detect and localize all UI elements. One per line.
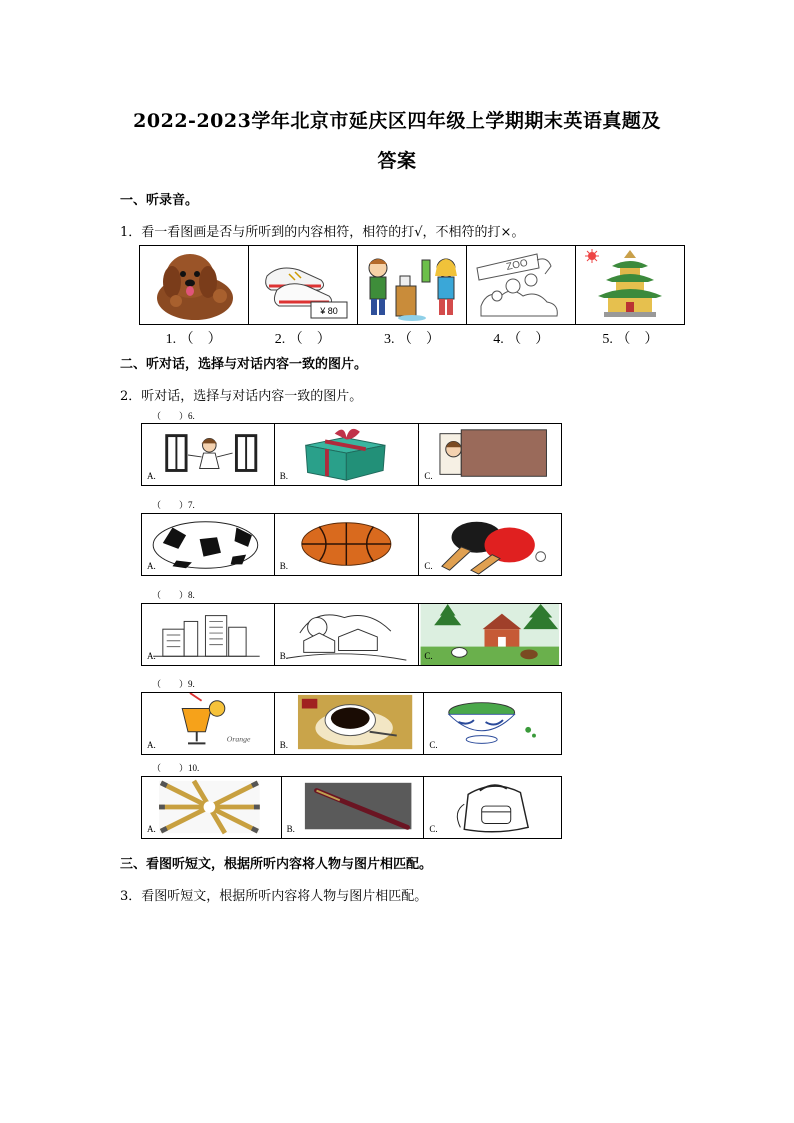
q10-option-b[interactable] (282, 777, 425, 838)
q1-image-pagoda (576, 246, 684, 324)
question-2-text: 2．听对话，选择与对话内容一致的图片。 (120, 389, 363, 404)
q10-options (141, 776, 562, 839)
q1-image-zoo (467, 246, 576, 324)
q6-label-b: B. (279, 471, 288, 481)
svg-text:¥ 80: ¥ 80 (320, 306, 338, 316)
page-title-line2: 答案 (377, 150, 417, 172)
question-3-text: 3．看图听短文，根据所听内容将人物与图片相匹配。 (120, 889, 428, 904)
section-2-heading: 二、听对话，选择与对话内容一致的图片。 (120, 357, 368, 372)
q7-options (141, 513, 562, 576)
q6-label-a: A. (147, 471, 156, 481)
question-1-answer-row (139, 328, 685, 348)
q10-label-b: B. (286, 824, 295, 834)
q1-answer-2[interactable]: 2. （ ） (274, 332, 331, 347)
q6-number[interactable]: （ ）6. (152, 411, 195, 421)
q1-image-sneakers (249, 246, 358, 324)
q1-answer-1[interactable]: 1. （ ） (165, 332, 222, 347)
q10-number[interactable]: （ ）10. (152, 763, 200, 773)
q1-answer-5[interactable]: 5. （ ） (602, 332, 659, 347)
q10-label-a: A. (147, 824, 156, 834)
q6-option-b[interactable] (275, 424, 420, 485)
svg-text:Orange: Orange (226, 734, 251, 744)
q10-label-c: C. (429, 824, 438, 834)
q7-number[interactable]: （ ）7. (152, 500, 195, 510)
q1-image-poodle (140, 246, 249, 324)
q9-label-a: A. (147, 740, 156, 750)
q9-option-c[interactable] (424, 693, 561, 754)
q6-options (141, 423, 562, 486)
q7-label-b: B. (279, 561, 288, 571)
question-1-text: 1．看一看图画是否与所听到的内容相符，相符的打√，不相符的打×。 (120, 225, 525, 240)
q7-option-a[interactable] (142, 514, 275, 575)
q6-option-c[interactable] (419, 424, 561, 485)
section-1-heading: 一、听录音。 (120, 193, 199, 208)
q10-option-c[interactable] (424, 777, 561, 838)
q7-label-c: C. (424, 561, 433, 571)
q7-option-b[interactable] (275, 514, 420, 575)
q8-label-c: C. (424, 651, 433, 661)
q8-number[interactable]: （ ）8. (152, 590, 195, 600)
q1-image-children-counter (358, 246, 467, 324)
section-3-heading: 三、看图听短文，根据所听内容将人物与图片相匹配。 (120, 857, 433, 872)
q9-label-b: B. (279, 740, 288, 750)
q7-label-a: A. (147, 561, 156, 571)
q6-option-a[interactable] (142, 424, 275, 485)
q9-label-c: C. (429, 740, 438, 750)
q8-options (141, 603, 562, 666)
q9-option-a[interactable] (142, 693, 275, 754)
q7-option-c[interactable] (419, 514, 561, 575)
q8-label-b: B. (279, 651, 288, 661)
q8-option-b[interactable] (275, 604, 420, 665)
q8-option-a[interactable] (142, 604, 275, 665)
q9-option-b[interactable] (275, 693, 425, 754)
page-title: 2022-2023学年北京市延庆区四年级上学期期末英语真题及 (133, 110, 661, 132)
q9-number[interactable]: （ ）9. (152, 679, 195, 689)
q8-option-c[interactable] (419, 604, 561, 665)
q1-answer-4[interactable]: 4. （ ） (493, 332, 550, 347)
q8-label-a: A. (147, 651, 156, 661)
q1-answer-3[interactable]: 3. （ ） (384, 332, 440, 347)
svg-text:ZOO: ZOO (505, 257, 529, 273)
question-1-picture-strip (139, 245, 685, 325)
q10-option-a[interactable] (142, 777, 282, 838)
q6-label-c: C. (424, 471, 433, 481)
q9-options (141, 692, 562, 755)
